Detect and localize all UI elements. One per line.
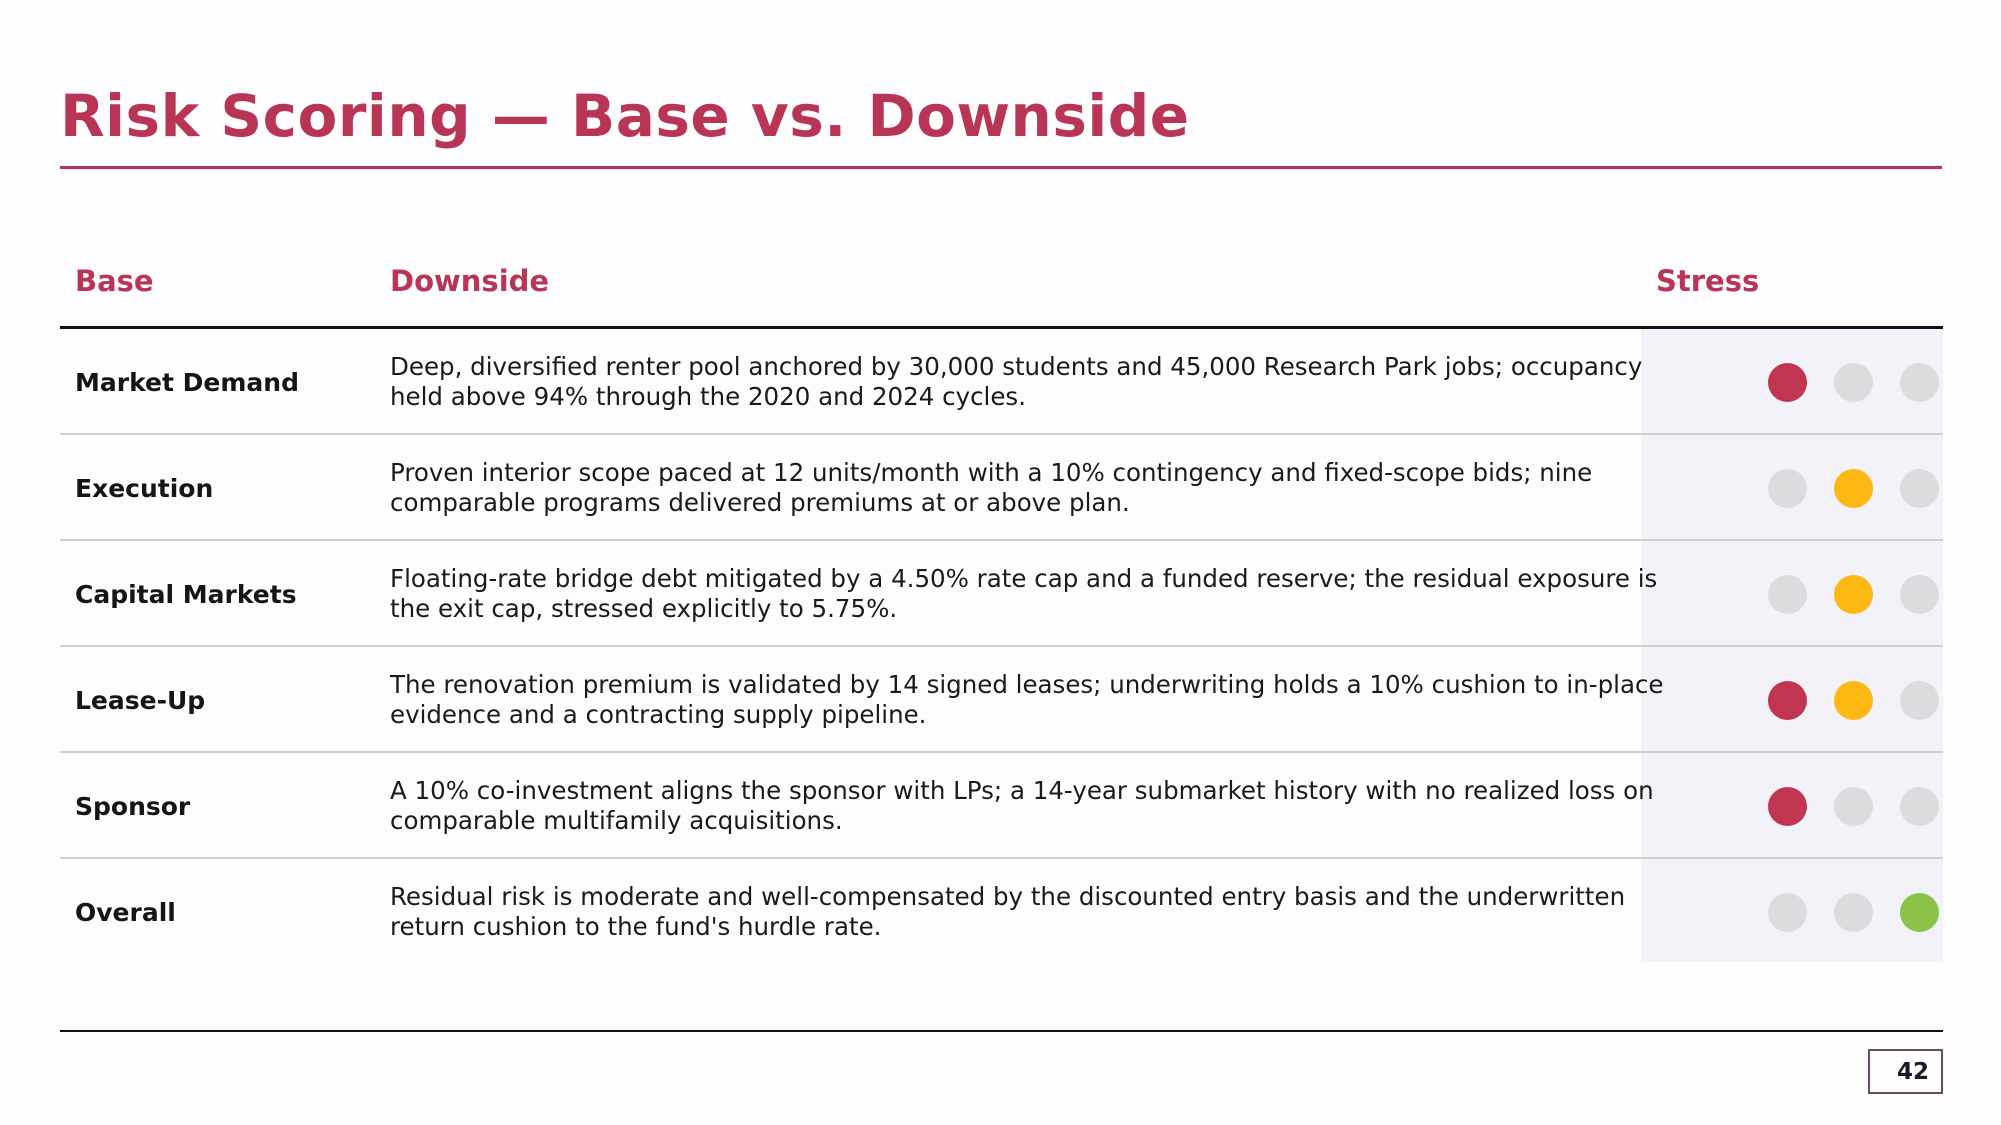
stress-dot-off xyxy=(1900,787,1939,826)
row-description: Deep, diversified renter pool anchored by 30,000 students and 45,000 Research Park jobs; occupancy held above 94% through the 2020 and 2024 cycles. xyxy=(390,352,1643,411)
stress-indicator xyxy=(1705,859,2001,965)
stress-indicator xyxy=(1705,541,2001,647)
stress-dot-off xyxy=(1768,893,1807,932)
table-row xyxy=(60,329,1943,435)
stress-dot-off xyxy=(1834,787,1873,826)
stress-dot-off xyxy=(1900,575,1939,614)
row-label: Sponsor xyxy=(75,791,191,821)
stress-dot-off xyxy=(1900,469,1939,508)
row-description: Floating-rate bridge debt mitigated by a 4.50% rate cap and a funded reserve; the residual exposure is the exit cap, stressed explicitly to 5.75%. xyxy=(390,564,1658,623)
row-description: The renovation premium is validated by 14 signed leases; underwriting holds a 10% cushion to in-place evidence and a contracting supply pipeline. xyxy=(390,670,1664,729)
stress-dot-medium xyxy=(1834,681,1873,720)
stress-dot-off xyxy=(1768,575,1807,614)
stress-dot-medium xyxy=(1834,575,1873,614)
stress-dot-off xyxy=(1834,363,1873,402)
stress-dot-high xyxy=(1768,363,1807,402)
column-header-downside: Downside xyxy=(390,264,550,298)
column-header-base: Base xyxy=(75,264,154,298)
stress-dot-off xyxy=(1768,469,1807,508)
slide-title: Risk Scoring — Base vs. Downside xyxy=(60,82,1190,150)
stress-dot-low xyxy=(1900,893,1939,932)
table-row xyxy=(60,647,1943,753)
column-header-stress: Stress xyxy=(1656,264,1760,298)
page-number: 42 xyxy=(1868,1049,1943,1094)
title-divider xyxy=(60,166,1942,169)
stress-dot-off xyxy=(1900,363,1939,402)
stress-dot-off xyxy=(1900,681,1939,720)
stress-dot-medium xyxy=(1834,469,1873,508)
row-label: Lease-Up xyxy=(75,685,206,715)
stress-indicator xyxy=(1705,329,2001,435)
table-row xyxy=(60,753,1943,859)
stress-indicator xyxy=(1705,647,2001,753)
row-description: Residual risk is moderate and well-compensated by the discounted entry basis and the underwritten return cushion to the fund's hurdle rate. xyxy=(390,882,1626,941)
table-row xyxy=(60,859,1943,965)
stress-dot-off xyxy=(1834,893,1873,932)
stress-indicator xyxy=(1705,435,2001,541)
stress-dot-high xyxy=(1768,681,1807,720)
row-label: Capital Markets xyxy=(75,579,297,609)
row-label: Execution xyxy=(75,473,214,503)
row-label: Overall xyxy=(75,897,176,927)
row-description: Proven interior scope paced at 12 units/month with a 10% contingency and fixed-scope bids; nine comparable programs delivered premiums at or above plan. xyxy=(390,458,1593,517)
stress-dot-high xyxy=(1768,787,1807,826)
row-description: A 10% co-investment aligns the sponsor with LPs; a 14-year submarket history with no realized loss on comparable multifamily acquisitions. xyxy=(390,776,1654,835)
row-label: Market Demand xyxy=(75,367,299,397)
footer-divider xyxy=(60,1030,1943,1032)
stress-indicator xyxy=(1705,753,2001,859)
table-row xyxy=(60,541,1943,647)
table-row xyxy=(60,435,1943,541)
